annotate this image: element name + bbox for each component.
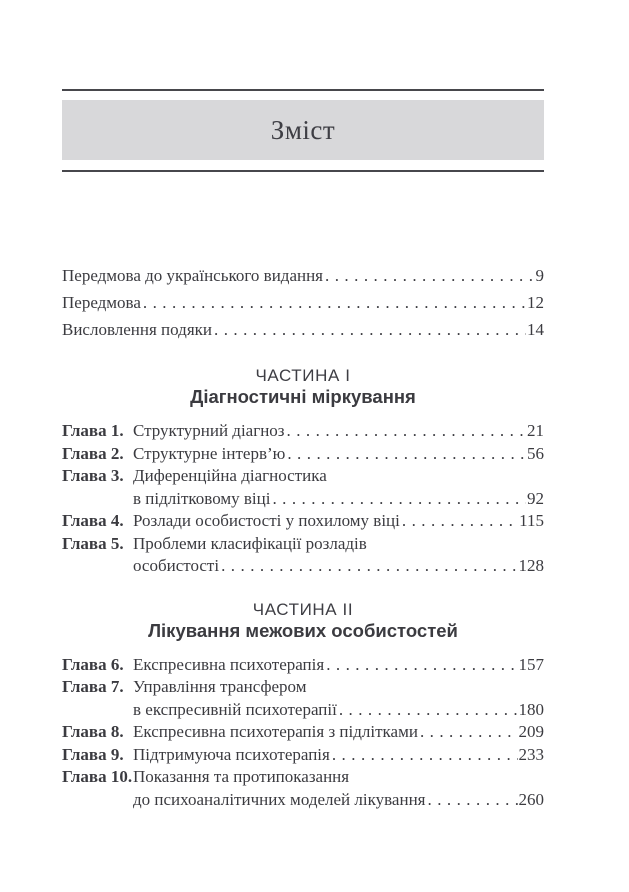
toc-entry-chapter-8 (62, 721, 544, 744)
chapter-label: Глава 4. (62, 511, 124, 530)
dot-leader (272, 488, 526, 511)
dot-leader (143, 289, 526, 316)
toc-entry-foreword (62, 289, 544, 316)
toc-entry-chapter-9 (62, 744, 544, 767)
chapter-title: Управління трансфером (133, 677, 307, 696)
dot-leader (402, 510, 518, 533)
chapter-label: Глава 5. (62, 533, 124, 553)
entry-page-number: 14 (527, 320, 544, 339)
dot-leader (287, 443, 526, 466)
chapter-title: Експресивна психотерапія (133, 654, 325, 674)
part-1-subtitle: Діагностичні міркування (190, 386, 416, 407)
chapter-title: Проблеми класифікації розладів (133, 533, 367, 553)
chapter-label: Глава 3. (62, 466, 124, 485)
entry-page-number: 9 (535, 266, 544, 285)
chapter-page-number: 209 (518, 722, 544, 741)
dot-leader (221, 555, 517, 578)
chapter-page-number: 233 (518, 744, 544, 764)
part-2-heading: ЧАСТИНА II (252, 599, 354, 619)
front-matter-list (62, 262, 544, 343)
toc-entry-chapter-3 (62, 465, 544, 510)
chapter-label: Глава 9. (62, 744, 124, 764)
toc-entry-chapter-7 (62, 676, 544, 721)
chapter-label: Глава 6. (62, 654, 124, 674)
chapter-title: Диференційна діагностика (133, 466, 327, 485)
part-2-chapter-list (62, 654, 544, 812)
toc-entry-chapter-6 (62, 654, 544, 677)
toc-entry-chapter-2 (62, 443, 544, 466)
chapter-title: Експресивна психотерапія з підлітками (133, 722, 418, 741)
toc-entry-chapter-4 (62, 510, 544, 533)
dot-leader (339, 699, 518, 722)
title-banner (62, 100, 544, 160)
dot-leader (326, 654, 517, 677)
chapter-label: Глава 1. (62, 421, 124, 440)
dot-leader (325, 262, 534, 289)
entry-title: Висловлення подяки (62, 320, 212, 339)
chapter-label: Глава 8. (62, 722, 124, 741)
chapter-label: Глава 7. (62, 677, 124, 696)
page-content (62, 89, 544, 811)
chapter-title: Структурне інтерв’ю (133, 443, 286, 463)
dot-leader (214, 316, 526, 343)
part-1-heading: ЧАСТИНА I (255, 366, 351, 385)
entry-title: Передмова (62, 293, 141, 312)
chapter-label: Глава 2. (62, 443, 124, 463)
chapter-title-line-2: в підлітковому віці (133, 488, 271, 508)
chapter-title: Підтримуюча психотерапія (133, 744, 330, 764)
page-title: Зміст (270, 115, 336, 145)
chapter-page-number: 157 (518, 654, 544, 674)
part-2-subtitle: Лікування межових особистостей (148, 619, 458, 641)
toc-entry-acknowledgements (62, 316, 544, 343)
toc-entry-chapter-5 (62, 533, 544, 578)
toc-entry-chapter-10 (62, 766, 544, 811)
dot-leader (287, 420, 526, 443)
part-1-chapter-list (62, 420, 544, 578)
part-1-section (62, 366, 544, 578)
entry-title: Передмова до українського видання (62, 266, 324, 285)
chapter-title-line-2: особистості (133, 556, 220, 575)
toc-entry-foreword-ukrainian (62, 262, 544, 289)
part-2-section (62, 600, 544, 812)
chapter-title: Показання та протипоказання (133, 767, 350, 786)
toc-entry-chapter-1 (62, 420, 544, 443)
chapter-page-number: 128 (518, 556, 544, 575)
chapter-page-number: 115 (519, 511, 544, 530)
chapter-title-line-2: в експресивній психотерапії (133, 699, 337, 719)
chapter-title: Структурний діагноз (133, 421, 285, 440)
chapter-page-number: 21 (527, 421, 544, 440)
entry-page-number: 12 (527, 293, 544, 312)
dot-leader (420, 721, 518, 744)
dot-leader (332, 744, 518, 767)
top-rule (62, 89, 544, 91)
chapter-page-number: 92 (527, 488, 544, 508)
dot-leader (428, 789, 518, 812)
chapter-title-line-2: до психоаналітичних моделей лікування (133, 789, 426, 809)
chapter-page-number: 260 (518, 789, 544, 809)
chapter-page-number: 180 (518, 699, 544, 719)
chapter-title: Розлади особистості у похилому віці (133, 511, 400, 530)
bottom-rule (62, 170, 544, 172)
chapter-page-number: 56 (527, 443, 544, 463)
chapter-label: Глава 10. (62, 767, 133, 786)
